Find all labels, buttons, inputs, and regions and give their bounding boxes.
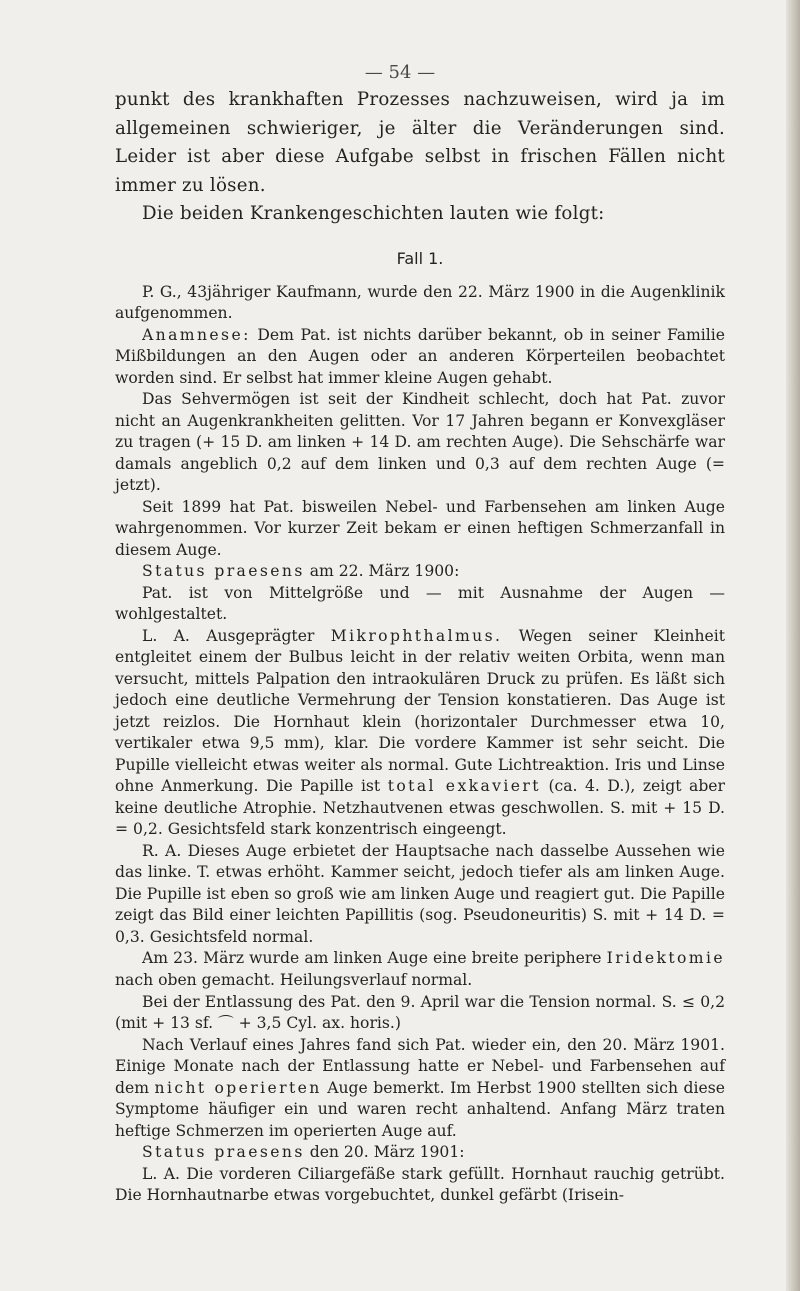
emphasis-text: total exkaviert xyxy=(387,777,541,796)
case-paragraph: R. A. Dieses Auge erbietet der Hauptsache nach dasselbe Aussehen wie das linke. T. etwas erhöht. Kammer seicht, jedoch tiefer als am linken Auge. Die Pupille ist eben so groß wie am linken Auge und reagiert gut. Die Papille zeigt das Bild einer leichten Papillitis (sog. Pseudoneuritis) S. mit + 14 D. = 0,3. Gesichtsfeld normal. xyxy=(115,841,725,946)
case-paragraph: L. A. Die vorderen Ciliargefäße stark gefüllt. Hornhaut rauchig getrübt. Die Hornhautnarbe etwas vorgebuchtet, dunkel gefärbt (Irisein- xyxy=(115,1164,725,1205)
section-label-status: Status praesens xyxy=(142,562,305,581)
case-heading: Fall 1. xyxy=(396,248,444,268)
emphasis-text: Mikrophthalmus. xyxy=(330,626,503,645)
section-label-status: Status praesens xyxy=(142,1143,305,1162)
paragraph-text: Dem Pat. ist nichts darüber bekannt, ob in seiner Familie Mißbildungen an den Augen oder an anderen Körperteilen beobachtet worden sind. Er selbst hat immer kleine Augen gehabt. xyxy=(115,325,725,387)
case-paragraph: Das Sehvermögen ist seit der Kindheit schlecht, doch hat Pat. zuvor nicht an Augenkrankheiten gelitten. Vor 17 Jahren begann er Konvexgläser zu tragen (+ 15 D. am linken + 14 D. am rechten Auge). Die Sehschärfe war damals angeblich 0,2 auf dem linken und 0,3 auf dem rechten Auge (= jetzt). xyxy=(115,390,725,495)
case-paragraph: Pat. ist von Mittelgröße und — mit Ausnahme der Augen — wohlgestaltet. xyxy=(115,583,725,624)
case-paragraph: Seit 1899 hat Pat. bisweilen Nebel- und Farbensehen am linken Auge wahrgenommen. Vor kurzer Zeit bekam er einen heftigen Schmerzanfall in diesem Auge. xyxy=(115,497,725,559)
page-body xyxy=(115,86,725,1207)
case-paragraph xyxy=(115,948,725,991)
case-paragraph xyxy=(115,561,725,583)
case-paragraph xyxy=(115,626,725,841)
paragraph-text: Auge bemerkt. Im Herbst 1900 stellten sich diese Symptome häufiger ein und waren recht anhaltend. Anfang März traten heftige Schmerzen im operierten Auge auf. xyxy=(115,1078,725,1140)
emphasis-text: Iridektomie xyxy=(606,949,725,968)
paragraph-text: Wegen seiner Kleinheit entgleitet einem der Bulbus leicht in der relativ weiten Orbita, wenn man versucht, mittels Palpation den intraokulären Druck zu prüfen. Es läßt sich jedoch eine deutliche Vermehrung der Tension konstatieren. Das Auge ist jetzt reizlos. Die Hornhaut klein (horizontaler Durchmesser etwa 10, vertikaler etwa 9,5 mm), klar. Die vordere Kammer ist sehr seicht. Die Pupille vielleicht etwas weiter als normal. Gute Lichtreaktion. Iris und Linse ohne Anmerkung. Die Papille ist xyxy=(115,626,725,796)
paragraph-text: den 20. März 1901: xyxy=(304,1143,465,1162)
page-edge-shadow xyxy=(786,0,800,1291)
paragraph-text: L. A. Ausgeprägter xyxy=(142,626,331,645)
paragraph-text: Am 23. März wurde am linken Auge eine breite periphere xyxy=(142,949,607,968)
case-paragraph: P. G., 43jähriger Kaufmann, wurde den 22. März 1900 in die Augenklinik aufgenommen. xyxy=(115,282,725,323)
section-label-anamnese: Anamnese: xyxy=(142,325,251,344)
paragraph-text: Nach Verlauf eines Jahres fand sich Pat. wieder ein, den 20. März 1901. Einige Monate nach der Entlassung hatte er Nebel- und Farbensehen auf dem xyxy=(115,1035,725,1097)
paragraph-text: am 22. März 1900: xyxy=(304,562,460,581)
paragraph-text: (ca. 4. D.), zeigt aber keine deutliche Atrophie. Netzhautvenen etwas geschwollen. S. mit + 15 D. = 0,2. Gesichtsfeld stark konzentrisch eingeengt. xyxy=(115,777,725,839)
intro-paragraph: Die beiden Krankengeschichten lauten wie folgt: xyxy=(142,203,605,224)
case-paragraph xyxy=(115,325,725,390)
case-paragraph xyxy=(115,1035,725,1143)
intro-paragraph: punkt des krankhaften Prozesses nachzuweisen, wird ja im allgemeinen schwieriger, je älter die Veränderungen sind. Leider ist aber diese Aufgabe selbst in frischen Fällen nicht immer zu lösen. xyxy=(115,89,725,196)
case-history xyxy=(115,282,725,1207)
emphasis-text: nicht operierten xyxy=(154,1078,322,1097)
case-paragraph: Bei der Entlassung des Pat. den 9. April war die Tension normal. S. ≤ 0,2 (mit + 13 sf. ⌒ + 3,5 Cyl. ax. horis.) xyxy=(115,992,725,1033)
page-number: — 54 — xyxy=(364,62,436,83)
intro-section xyxy=(115,86,725,229)
paragraph-text: nach oben gemacht. Heilungsverlauf normal. xyxy=(115,971,473,989)
case-paragraph xyxy=(115,1142,725,1164)
